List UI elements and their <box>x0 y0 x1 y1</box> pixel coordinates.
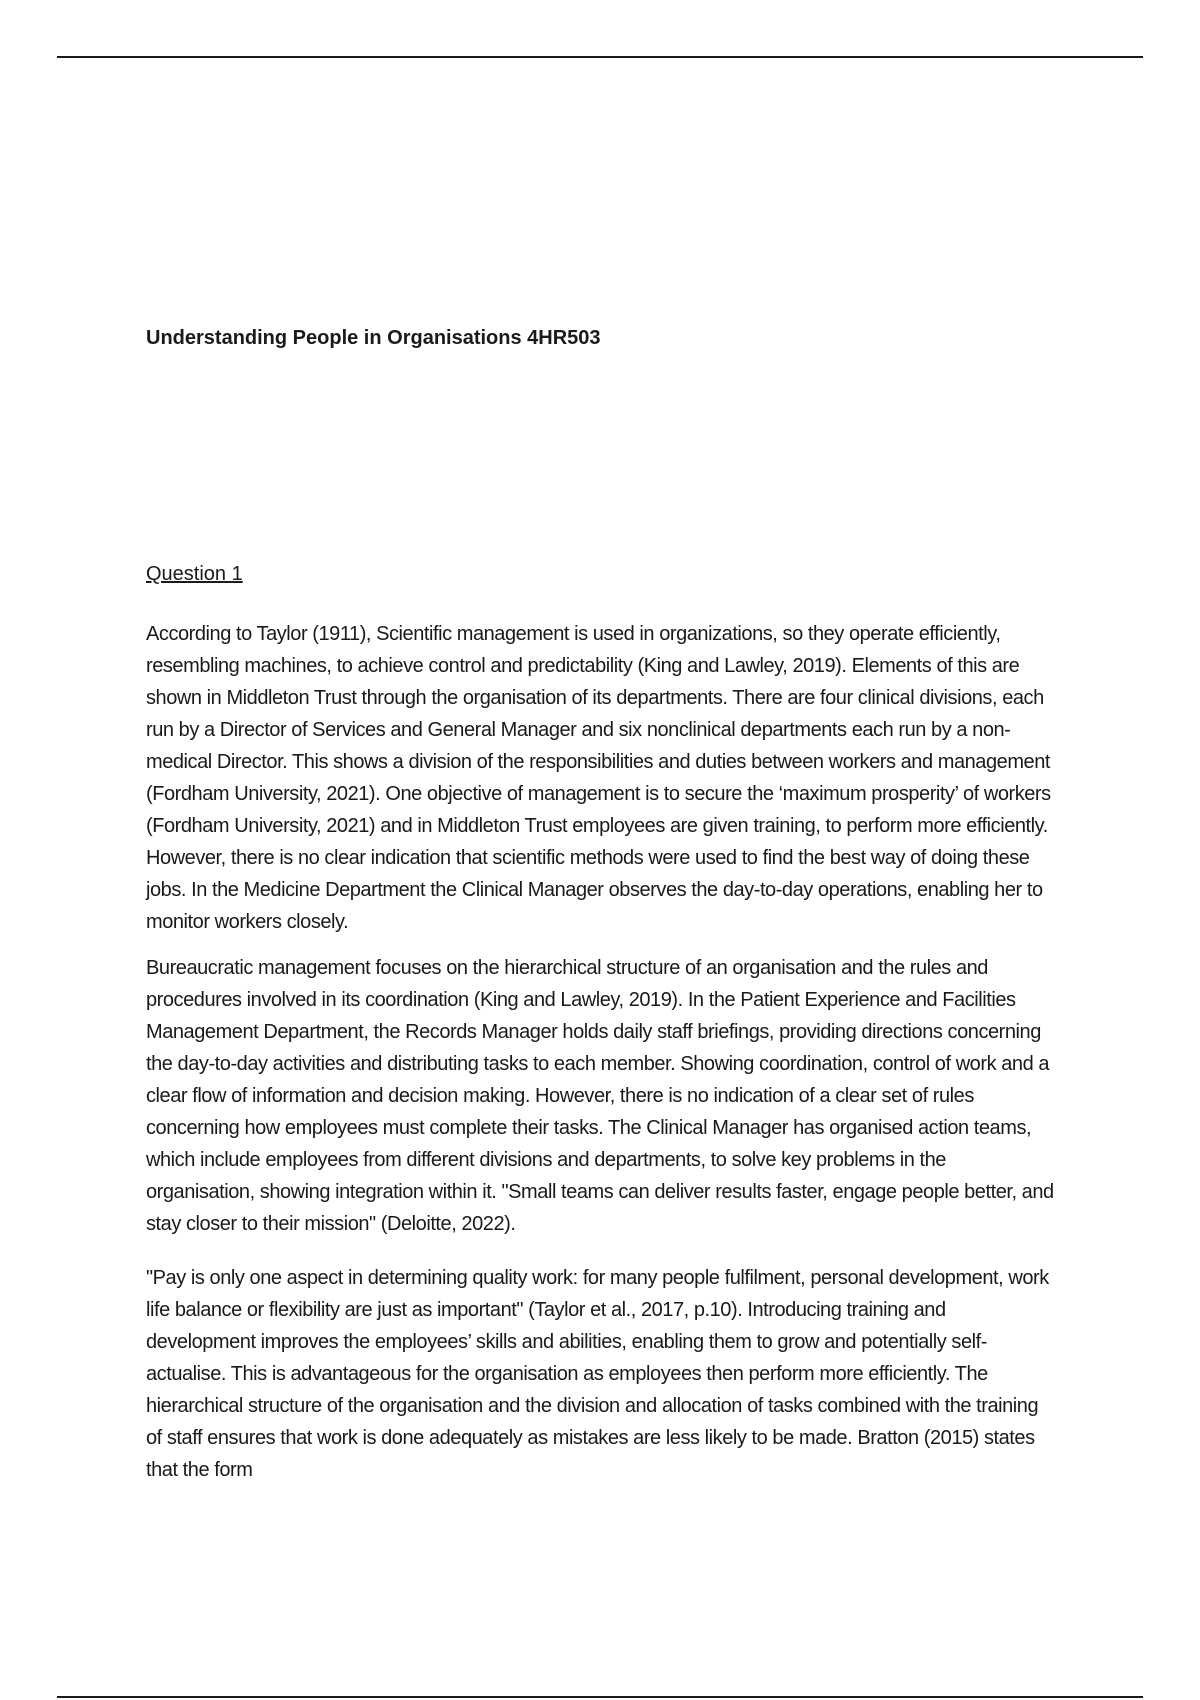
paragraph-scientific-management: According to Taylor (1911), Scientific management is used in organizations, so they operate efficiently, resembling machines, to achieve control and predictability (King and Lawley, 2019). Elements of this are shown in Middleton Trust through the organisation of its departments. There are four clinical divisions, each run by a Director of Services and General Manager and six nonclinical departments each run by a non-medical Director. This shows a division of the responsibilities and duties between workers and management (Fordham University, 2021). One objective of management is to secure the ‘maximum prosperity’ of workers (Fordham University, 2021) and in Middleton Trust employees are given training, to perform more efficiently. However, there is no clear indication that scientific methods were used to find the best way of doing these jobs. In the Medicine Department the Clinical Manager observes the day-to-day operations, enabling her to monitor workers closely. <box>146 623 1051 933</box>
paragraph-pay-quality-work: "Pay is only one aspect in determining quality work: for many people fulfilment, personal development, work life balance or flexibility are just as important" (Taylor et al., 2017, p.10). Introducing training and development improves the employees’ skills and abilities, enabling them to grow and potentially self-actualise. This is advantageous for the organisation as employees then perform more efficiently. The hierarchical structure of the organisation and the division and allocation of tasks combined with the training of staff ensures that work is done adequately as mistakes are less likely to be made. Bratton (2015) states that the form <box>146 1267 1049 1481</box>
paragraph-bureaucratic-management: Bureaucratic management focuses on the hierarchical structure of an organisation and the rules and procedures involved in its coordination (King and Lawley, 2019). In the Patient Experience and Facilities Management Department, the Records Manager holds daily staff briefings, providing directions concerning the day-to-day activities and distributing tasks to each member. Showing coordination, control of work and a clear flow of information and decision making. However, there is no indication of a clear set of rules concerning how employees must complete their tasks. The Clinical Manager has organised action teams, which include employees from different divisions and departments, to solve key problems in the organisation, showing integration within it. "Small teams can deliver results faster, engage people better, and stay closer to their mission" (Deloitte, 2022). <box>146 957 1054 1235</box>
document-title: Understanding People in Organisations 4HR503 <box>146 327 601 349</box>
header-rule <box>57 56 1143 58</box>
body-text <box>146 618 1056 1500</box>
question-heading: Question 1 <box>146 563 243 585</box>
footer-rule <box>57 1696 1143 1698</box>
